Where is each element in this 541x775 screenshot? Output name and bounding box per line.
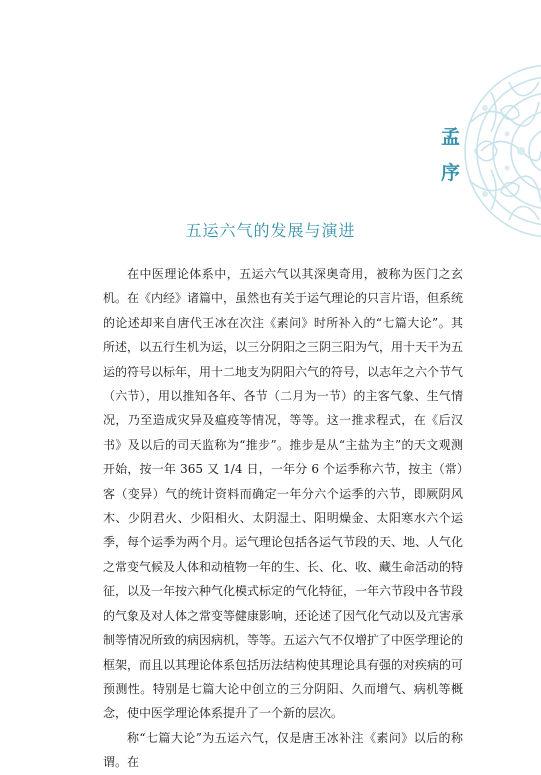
floral-ornament-icon <box>461 62 541 240</box>
body-text <box>103 262 463 775</box>
paragraph-1: 在中医理论体系中，五运六气以其深奥奇用，被称为医门之玄机。在《内经》诸篇中，虽然也有关于运气理论的只言片语，但系统的论述却来自唐代王冰在次注《素问》时所补入的“七篇大论”。其所述，以五行生机为运，以三分阴阳之三阴三阳为气，用十天干为五运的符号以标年，用十二地支为阴阳六气的符号，以志年之六个节气（六节），用以推知各年、各节（二月为一节）的主客气象、生气情况，乃至造成灾异及瘟疫等情况，等等。这一推求程式，在《后汉书》及以后的司天监称为“推步”。推步是从“主盐为主”的天文观测开始，按一年 365 又 1/4 日，一年分 6 个运季称六节，按主（常）客（变异）气的统计资料而确定一年分六个运季的六节，即厥阴风木、少阴君火、少阳相火、太阴湿土、阳明燥金、太阳寒水六个运季，每个运季为两个月。运气理论包括各运气节段的天、地、人气化之常变气候及人体和动植物一年的生、长、化、收、藏生命活动的特征，以及一年按六种气化模式标定的气化特征，一年六节段中各节段的气象及对人体之常变等健康影响，还论述了因气化气动以及亢害承制等情况所致的病因病机，等等。五运六气不仅增扩了中医学理论的框架，而且以其理论体系包括历法结构使其理论具有强的对疾病的可预测性。特别是七篇大论中创立的三分阴阳、久而增气、病机等概念，使中医学理论体系提升了一个新的层次。 <box>103 267 464 721</box>
section-heading: 五运六气的发展与演进 <box>185 221 356 240</box>
side-title-char-1: 孟 <box>441 126 461 148</box>
side-title-char-2: 序 <box>441 162 461 184</box>
paragraph-2: 称“七篇大论”为五运六气，仅是唐王冰补注《素问》以后的称谓。在 <box>103 730 463 770</box>
